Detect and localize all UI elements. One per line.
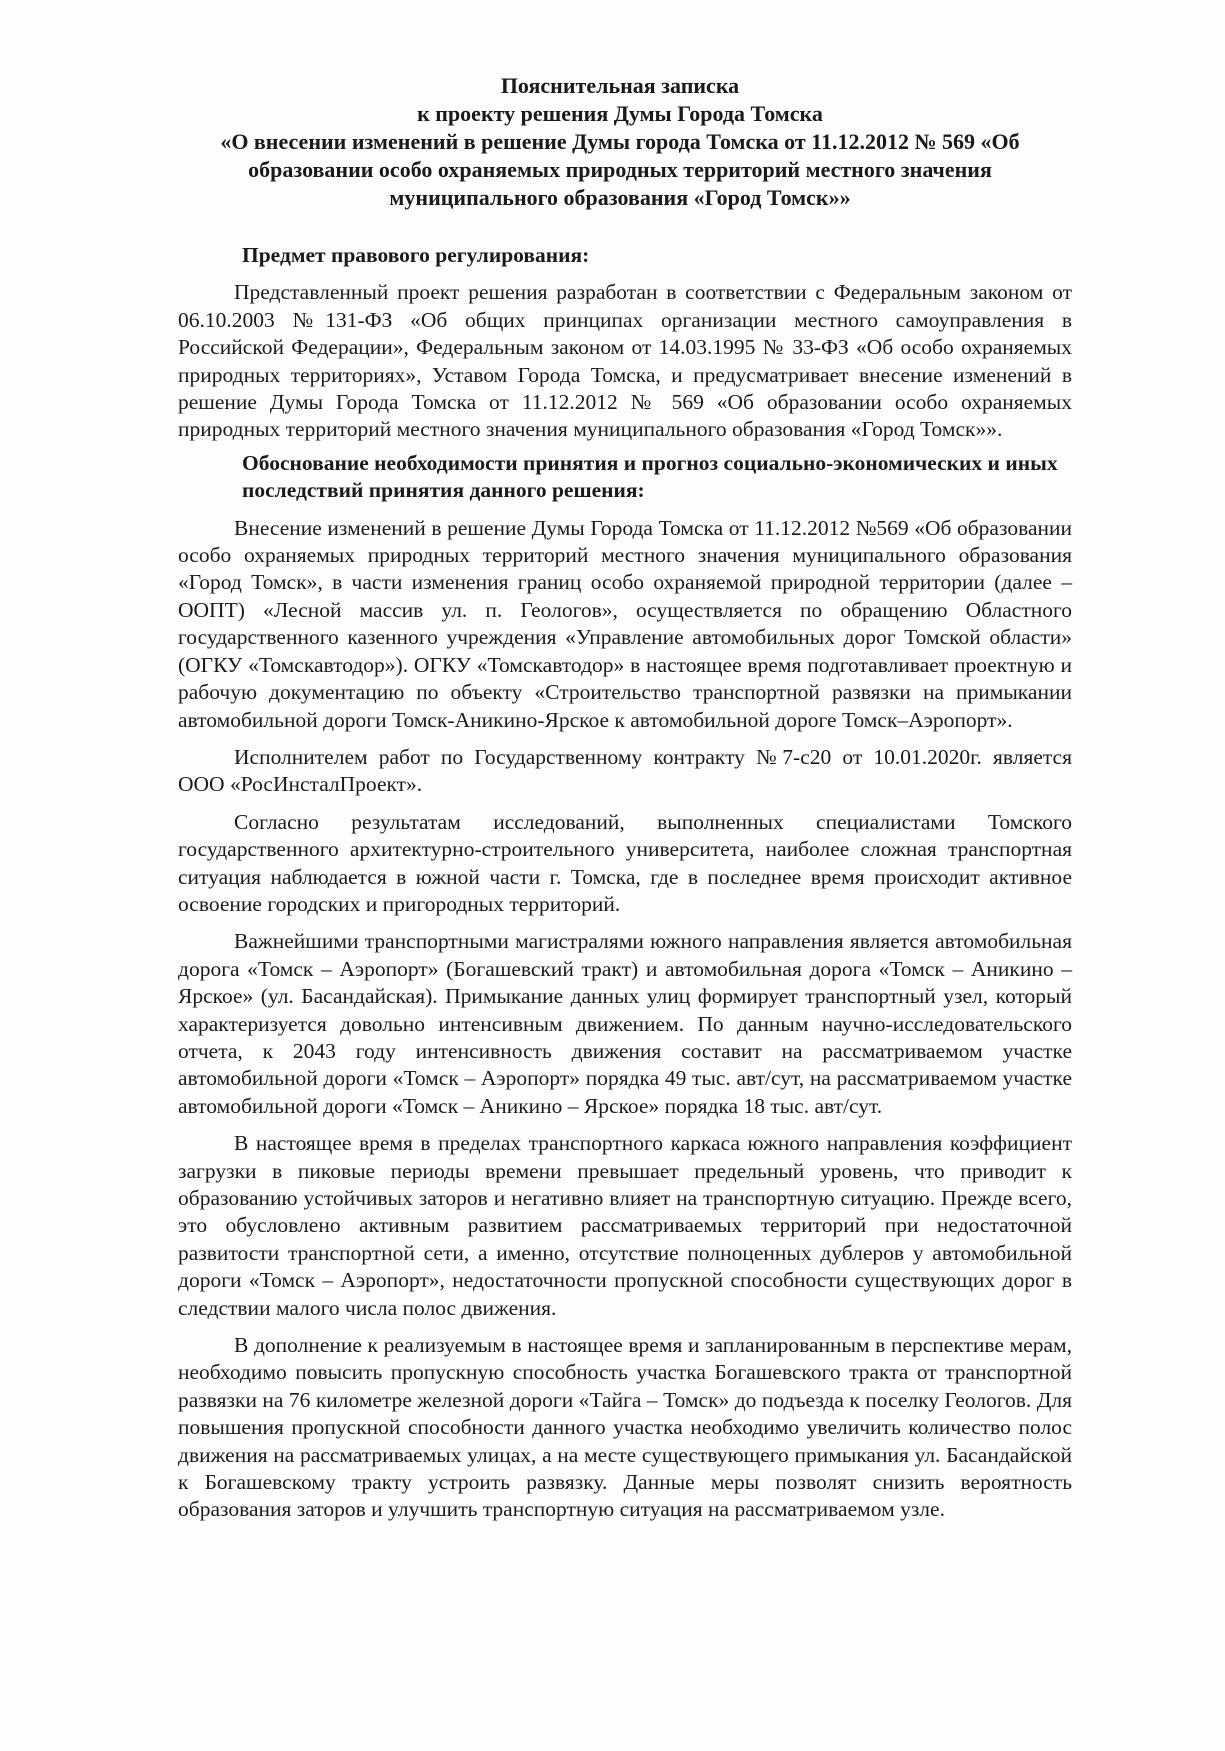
paragraph: Исполнителем работ по Государственному контракту №7-с20 от 10.01.2020г. является ООО «РосИнсталПроект». <box>178 744 1072 797</box>
paragraph-subject: Представленный проект решения разработан в соответствии с Федеральным законом от 06.10.2003 №131-ФЗ «Об общих принципах организации местного самоуправления в Российской Федерации», Федеральным законом от 14.03.1995 № 33-ФЗ «Об особо охраняемых природных территориях», Уставом Города Томска, и предусматривает внесение изменений в решение Думы Города Томска от 11.12.2012 № 569 «Об образовании особо охраняемых природных территорий местного значения муниципального образования «Город Томск»». <box>178 280 1072 442</box>
section-heading-justification: Обоснование необходимости принятия и прогноз социально-экономических и иных последствий принятия данного решения: <box>242 450 1058 503</box>
title-line: «О внесении изменений в решение Думы города Томска от 11.12.2012 № 569 «Об <box>220 129 1020 154</box>
section-heading-subject: Предмет правового регулирования: <box>242 243 590 267</box>
paragraph: Внесение изменений в решение Думы Города Томска от 11.12.2012 №569 «Об образовании особо охраняемых природных территорий местного значения муниципального образования «Город Томск», в части изменения границ особо охраняемой природной территории (далее – ООПТ) «Лесной массив ул. п. Геологов», осуществляется по обращению Областного государственного казенного учреждения «Управление автомобильных дорог Томской области» (ОГКУ «Томскавтодор»). ОГКУ «Томскавтодор» в настоящее время подготавливает проектную и рабочую документацию по объекту «Строительство транспортной развязки на примыкании автомобильной дороги Томск-Аникино-Ярское к автомобильной дороге Томск–Аэропорт». <box>178 515 1072 732</box>
title-line: к проекту решения Думы Города Томска <box>417 101 823 126</box>
paragraph: В дополнение к реализуемым в настоящее время и запланированным в перспективе мерам, необходимо повысить пропускную способность участка Богашевского тракта от транспортной развязки на 76 километре железной дороги «Тайга – Томск» до подъезда к поселку Геологов. Для повышения пропускной способности данного участка необходимо увеличить количество полос движения на рассматриваемых улицах, а на месте существующего примыкания ул. Басандайской к Богашевскому тракту устроить развязку. Данные меры позволят снизить вероятность образования заторов и улучшить транспортную ситуация на рассматриваемом узле. <box>178 1333 1072 1522</box>
paragraph: Согласно результатам исследований, выполненных специалистами Томского государственного архитектурно-строительного университета, наиболее сложная транспортная ситуация наблюдается в южной части г. Томска, где в последнее время происходит активное освоение городских и пригородных территорий. <box>178 809 1072 916</box>
title-line: образовании особо охраняемых природных территорий местного значения <box>248 157 992 182</box>
title-line: Пояснительная записка <box>500 73 740 98</box>
title-line: муниципального образования «Город Томск»» <box>389 185 851 210</box>
document-body <box>178 242 1072 1524</box>
document-title <box>180 72 1060 212</box>
paragraph: В настоящее время в пределах транспортного каркаса южного направления коэффициент загрузки в пиковые периоды времени превышает предельный уровень, что приводит к образованию устойчивых заторов и негативно влияет на транспортную ситуацию. Прежде всего, это обусловлено активным развитием рассматриваемых территорий при недостаточной развитости транспортной сети, а именно, отсутствие полноценных дублеров у автомобильной дороги «Томск – Аэропорт», недостаточности пропускной способности существующих дорог в следствии малого числа полос движения. <box>178 1131 1072 1320</box>
paragraph: Важнейшими транспортными магистралями южного направления является автомобильная дорога «Томск – Аэропорт» (Богашевский тракт) и автомобильная дорога «Томск – Аникино – Ярское» (ул. Басандайская). Примыкание данных улиц формирует транспортный узел, который характеризуется довольно интенсивным движением. По данным научно-исследовательского отчета, к 2043 году интенсивность движения составит на рассматриваемом участке автомобильной дороги «Томск – Аэропорт» порядка 49 тыс. авт/сут, на рассматриваемом участке автомобильной дороги «Томск – Аникино – Ярское» порядка 18 тыс. авт/сут. <box>178 929 1072 1118</box>
